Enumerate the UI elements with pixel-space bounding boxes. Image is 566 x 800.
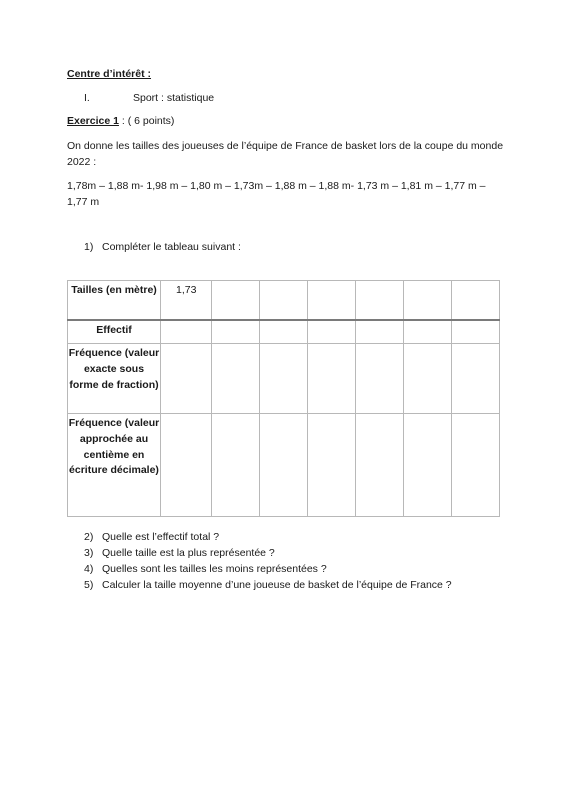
table-cell[interactable] [260,344,308,414]
table-cell[interactable] [212,344,260,414]
frequency-table [67,280,500,517]
question-4 [84,561,452,577]
table-cell[interactable] [404,344,452,414]
page-heading: Centre d’intérêt : [67,68,152,80]
exercise-points: : ( 6 points) [118,115,175,127]
table-cell[interactable] [308,414,356,517]
row-header-sizes: Tailles (en mètre) [68,281,161,321]
table-cell[interactable] [308,281,356,321]
question-number: 4) [84,563,94,575]
table-cell[interactable] [404,414,452,517]
table-cell[interactable]: 1,73 [161,281,212,321]
table-cell[interactable] [308,320,356,344]
question-number: 3) [84,547,94,559]
table-cell[interactable] [452,320,500,344]
exercise-label: Exercice 1 [67,115,119,127]
table-cell[interactable] [452,344,500,414]
question-text: Quelle est l’effectif total ? [102,531,220,543]
section-label: Sport : statistique [133,92,215,104]
row-header-count: Effectif [68,320,161,344]
question-number: 1) [84,241,94,253]
table-cell[interactable] [356,320,404,344]
table-row-exact-frequency [68,344,500,414]
table-cell[interactable] [212,414,260,517]
section-title [84,92,214,104]
exercise-title [67,115,174,127]
table-cell[interactable] [260,414,308,517]
table-cell[interactable] [356,281,404,321]
table-cell[interactable] [161,414,212,517]
table-cell[interactable] [161,344,212,414]
question-3 [84,545,452,561]
table-cell[interactable] [308,344,356,414]
row-header-approx-frequency: Fréquence (valeur approchée au centième en écriture décimale) [68,414,161,517]
heights-data: 1,78m – 1,88 m- 1,98 m – 1,80 m – 1,73m – 1,88 m – 1,88 m- 1,73 m – 1,81 m – 1,77 m – 1,77 m [67,180,486,208]
table-cell[interactable] [212,320,260,344]
table-cell[interactable] [356,344,404,414]
question-5 [84,577,452,593]
table-row-sizes [68,281,500,321]
question-text: Quelle taille est la plus représentée ? [102,547,275,559]
table-cell[interactable] [161,320,212,344]
question-number: 2) [84,531,94,543]
question-text: Calculer la taille moyenne d’une joueuse de basket de l’équipe de France ? [102,579,452,591]
question-list [84,529,452,593]
section-number: I. [84,92,90,104]
question-text: Quelles sont les tailles les moins représentées ? [102,563,327,575]
table-row-approx-frequency [68,414,500,517]
table-row-count [68,320,500,344]
table-cell[interactable] [452,281,500,321]
table-cell[interactable] [452,414,500,517]
table-cell[interactable] [212,281,260,321]
table-cell[interactable] [260,281,308,321]
question-2 [84,529,452,545]
table-cell[interactable] [404,320,452,344]
row-header-exact-frequency: Fréquence (valeur exacte sous forme de fraction) [68,344,161,414]
question-text: Compléter le tableau suivant : [102,241,241,253]
intro-text: On donne les tailles des joueuses de l’équipe de France de basket lors de la coupe du monde 2022 : [67,140,504,168]
question-1 [84,241,241,253]
question-number: 5) [84,579,94,591]
table-cell[interactable] [356,414,404,517]
table-cell[interactable] [260,320,308,344]
table-cell[interactable] [404,281,452,321]
